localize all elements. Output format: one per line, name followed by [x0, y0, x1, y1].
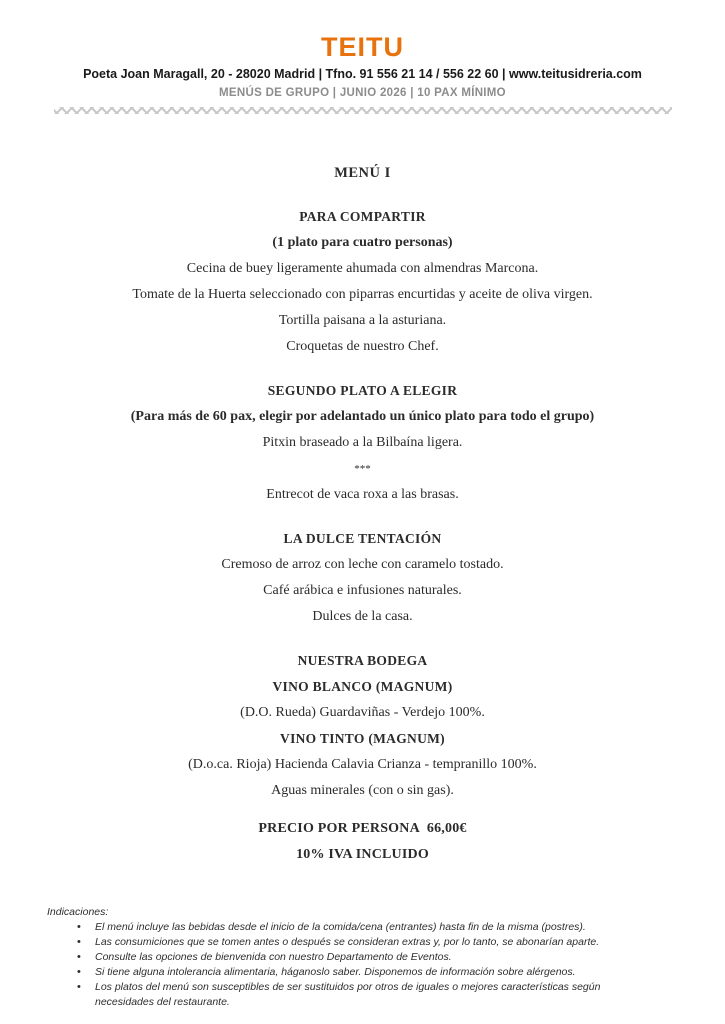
restaurant-logo: TEITU	[321, 32, 404, 62]
zigzag-divider	[54, 107, 672, 114]
section-segundo-plato	[0, 378, 725, 508]
footer-note: • Los platos del menú son susceptibles de ser sustituidos por otros de iguales o mejores características según necesidades del restaurante.	[47, 980, 647, 1010]
footer-note: • Consulte las opciones de bienvenida con nuestro Departamento de Eventos.	[47, 950, 647, 965]
menu-item: Cremoso de arroz con leche con caramelo tostado.	[221, 557, 504, 572]
section-para-compartir	[0, 204, 725, 360]
menu-item: Tortilla paisana a la asturiana.	[278, 313, 447, 328]
footer-note: • El menú incluye las bebidas desde el inicio de la comida/cena (entrantes) hasta fin de la misma (postres).	[47, 920, 647, 935]
document-header	[0, 0, 725, 114]
water-item: Aguas minerales (con o sin gas).	[271, 783, 454, 798]
address-contact-line: Poeta Joan Maragall, 20 - 28020 Madrid | Tfno. 91 556 21 14 / 556 22 60 | www.teitusidreria.com	[83, 67, 642, 81]
section-heading: NUESTRA BODEGA	[297, 653, 428, 668]
section-heading: PARA COMPARTIR	[299, 209, 426, 224]
menu-item: Dulces de la casa.	[312, 609, 413, 624]
footer-note: • Si tiene alguna intolerancia alimentaria, háganoslo saber. Disponemos de información sobre alérgenos.	[47, 965, 647, 980]
menu-item: Entrecot de vaca roxa a las brasas.	[266, 487, 459, 502]
menu-item: Pitxin braseado a la Bilbaína ligera.	[262, 435, 463, 450]
vat-included-line: 10% IVA INCLUIDO	[296, 847, 429, 862]
price-label: PRECIO POR PERSONA	[258, 821, 420, 836]
footer-notes	[47, 905, 685, 1010]
price-per-person-line	[0, 816, 725, 842]
menu-item: Café arábica e infusiones naturales.	[263, 583, 462, 598]
footer-notes-list	[47, 920, 647, 1010]
section-heading: LA DULCE TENTACIÓN	[283, 531, 442, 546]
menu-item: Croquetas de nuestro Chef.	[286, 339, 439, 354]
menu-item: Tomate de la Huerta seleccionado con piparras encurtidas y aceite de oliva virgen.	[132, 287, 593, 302]
section-heading: SEGUNDO PLATO A ELEGIR	[267, 383, 458, 398]
wine-detail: (D.o.ca. Rioja) Hacienda Calavia Crianza - tempranillo 100%.	[188, 757, 537, 772]
section-subheading: (1 plato para cuatro personas)	[272, 235, 453, 250]
wine-label-tinto: VINO TINTO (MAGNUM)	[280, 731, 445, 746]
footer-title: Indicaciones:	[47, 906, 109, 918]
menu-title: MENÚ I	[334, 165, 391, 181]
menu-body	[0, 160, 725, 868]
price-value: 66,00€	[426, 821, 467, 836]
footer-note: • Las consumiciones que se tomen antes o después se consideran extras y, por lo tanto, se abonarían aparte.	[47, 935, 647, 950]
wine-label-blanco: VINO BLANCO (MAGNUM)	[272, 679, 453, 694]
menu-item: Cecina de buey ligeramente ahumada con almendras Marcona.	[186, 261, 539, 276]
section-nuestra-bodega	[0, 648, 725, 804]
menu-group-subline: MENÚS DE GRUPO | JUNIO 2026 | 10 PAX MÍNIMO	[219, 87, 506, 99]
separator-asterisks: ***	[354, 463, 371, 475]
section-subheading: (Para más de 60 pax, elegir por adelantado un único plato para todo el grupo)	[130, 409, 595, 424]
section-dulce-tentacion	[0, 526, 725, 630]
wine-detail: (D.O. Rueda) Guardaviñas - Verdejo 100%.	[240, 705, 485, 720]
